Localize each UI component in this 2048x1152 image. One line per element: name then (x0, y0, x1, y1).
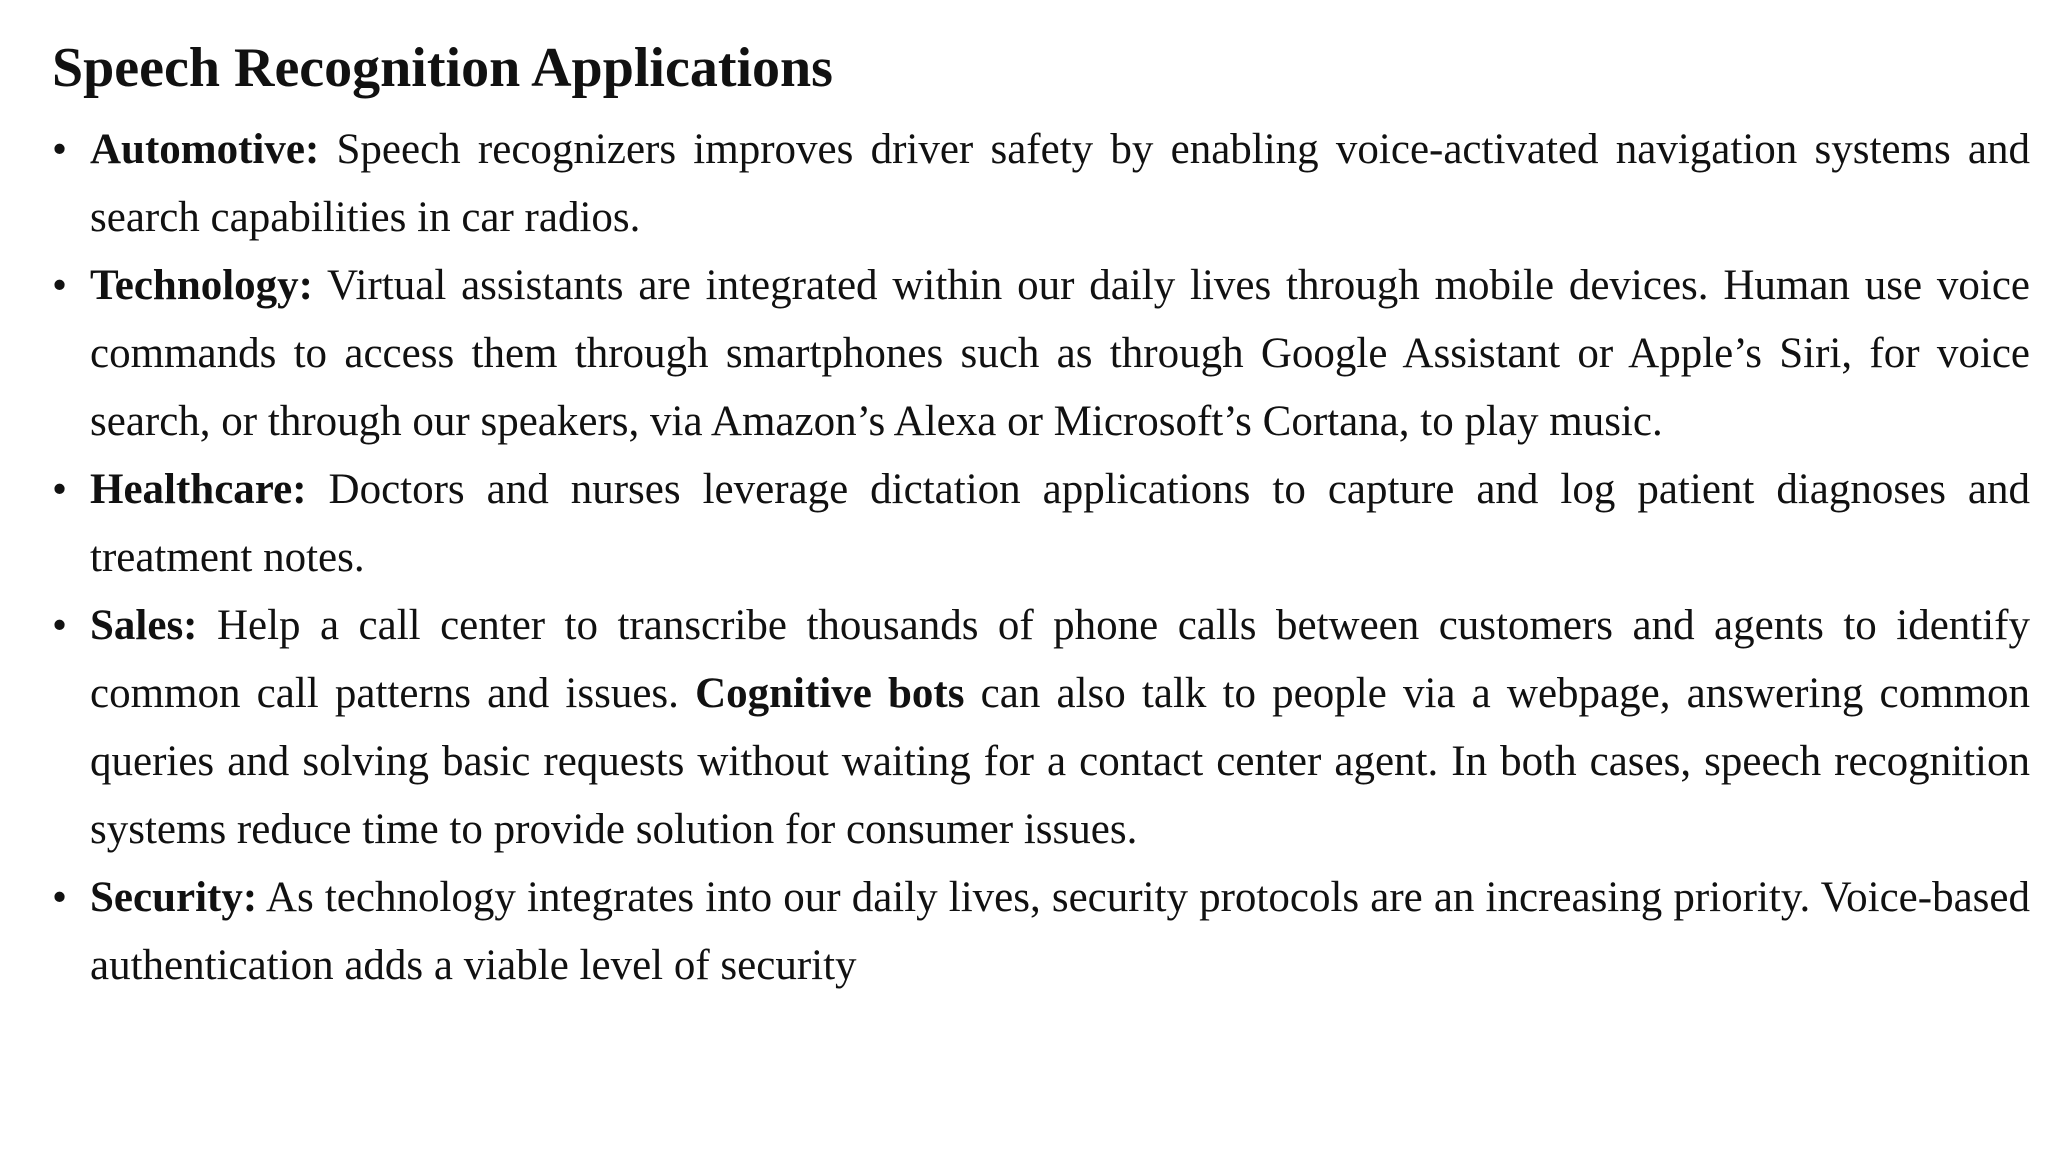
bullet-icon: • (52, 602, 68, 649)
list-item-technology (52, 252, 2030, 456)
item-term: Technology: (90, 262, 313, 309)
item-text: Doctors and nurses leverage dictation applications to capture and log patient diagnoses and treatment notes. (90, 466, 2031, 581)
bullet-icon: • (52, 874, 68, 921)
item-term: Sales: (90, 602, 198, 649)
item-term: Automotive: (90, 126, 320, 173)
bullet-icon: • (52, 126, 68, 173)
item-text-after: can also talk to people via a webpage, answering common queries and solving basic requests without waiting for a contact center agent. In both cases, speech recognition systems reduce time to provide solution for consumer issues. (90, 670, 2031, 853)
item-term: Security: (90, 874, 258, 921)
item-emphasis: Cognitive bots (695, 670, 965, 717)
item-text: Speech recognizers improves driver safety by enabling voice-activated navigation systems and search capabilities in car radios. (90, 126, 2030, 241)
list-item-security (52, 864, 2030, 1000)
page-title: Speech Recognition Applications (52, 37, 833, 99)
list-item-sales (52, 592, 2030, 864)
item-text: Virtual assistants are integrated within our daily lives through mobile devices. Human use voice commands to access them through smartphones such as through Google Assistant or Apple’s Siri, for voice search, or through our speakers, via Amazon’s Alexa or Microsoft’s Cortana, to play music. (90, 262, 2030, 445)
item-term: Healthcare: (90, 466, 307, 513)
bullet-icon: • (52, 262, 68, 309)
item-text-before: Help a call center to transcribe thousands of phone calls between customers and agents to identify common call patterns and issues. (90, 602, 2031, 717)
applications-list (52, 116, 2030, 1000)
document-page (52, 28, 2030, 1000)
bullet-icon: • (52, 466, 68, 513)
item-text: As technology integrates into our daily lives, security protocols are an increasing priority. Voice-based authentication adds a viable level of security (90, 874, 2030, 989)
list-item-healthcare (52, 456, 2030, 592)
list-item-automotive (52, 116, 2030, 252)
